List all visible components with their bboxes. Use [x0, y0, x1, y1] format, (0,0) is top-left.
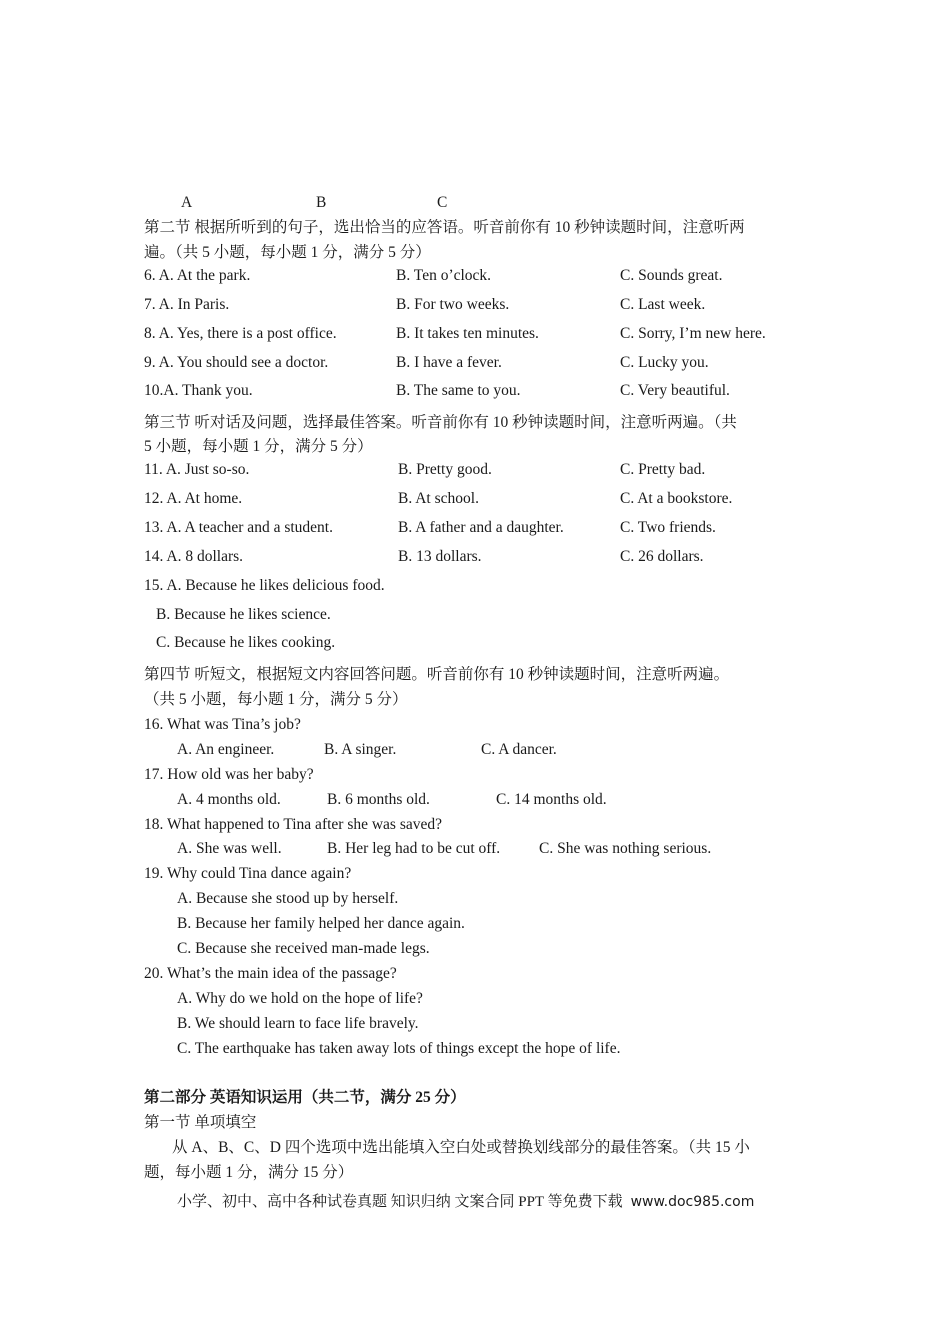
q9-option-c: C. Lucky you. [620, 354, 709, 371]
q13-option-a: 13. A. A teacher and a student. [144, 519, 333, 536]
q8-option-a: 8. A. Yes, there is a post office. [144, 325, 337, 342]
q16-option-b: B. A singer. [324, 741, 397, 758]
q15-option-b: B. Because he likes science. [156, 606, 331, 623]
q20-stem: 20. What’s the main idea of the passage? [144, 965, 397, 982]
section2-heading-line2: 遍。（共 5 小题，每小题 1 分，满分 5 分） [144, 244, 431, 261]
q19-option-a: A. Because she stood up by herself. [177, 890, 399, 907]
q18-option-a: A. She was well. [177, 840, 282, 857]
q17-option-a: A. 4 months old. [177, 791, 281, 808]
q19-option-b: B. Because her family helped her dance again. [177, 915, 465, 932]
q14-option-a: 14. A. 8 dollars. [144, 548, 244, 565]
q16-stem: 16. What was Tina’s job? [144, 716, 301, 733]
q14-option-b: B. 13 dollars. [398, 548, 482, 565]
q13-option-b: B. A father and a daughter. [398, 519, 564, 536]
footer-url: www.doc985.com [630, 1194, 755, 1210]
q11-option-c: C. Pretty bad. [620, 461, 706, 478]
q6-option-a: 6. A. At the park. [144, 267, 251, 284]
section3-heading-line2: 5 小题，每小题 1 分，满分 5 分） [144, 438, 373, 455]
q20-option-c: C. The earthquake has taken away lots of things except the hope of life. [177, 1040, 621, 1057]
q16-option-c: C. A dancer. [481, 741, 557, 758]
part2-instructions-line2: 题，每小题 1 分，满分 15 分） [144, 1164, 354, 1181]
q10-option-a: 10.A. Thank you. [144, 382, 253, 399]
q20-option-a: A. Why do we hold on the hope of life? [177, 990, 423, 1007]
q18-option-b: B. Her leg had to be cut off. [327, 840, 501, 857]
q18-stem: 18. What happened to Tina after she was saved? [144, 816, 443, 833]
section4-heading-line1: 第四节 听短文，根据短文内容回答问题。听音前你有 10 秒钟读题时间，注意听两遍。 [144, 666, 730, 683]
q11-option-b: B. Pretty good. [398, 461, 492, 478]
q14-option-c: C. 26 dollars. [620, 548, 704, 565]
q10-option-b: B. The same to you. [396, 382, 521, 399]
q17-option-b: B. 6 months old. [327, 791, 430, 808]
q11-option-a: 11. A. Just so-so. [144, 461, 250, 478]
q19-stem: 19. Why could Tina dance again? [144, 865, 352, 882]
q19-option-c: C. Because she received man-made legs. [177, 940, 430, 957]
q8-option-b: B. It takes ten minutes. [396, 325, 539, 342]
q13-option-c: C. Two friends. [620, 519, 716, 536]
q15-option-c: C. Because he likes cooking. [156, 634, 336, 651]
section3-heading-line1: 第三节 听对话及问题，选择最佳答案。听音前你有 10 秒钟读题时间，注意听两遍。（共 [144, 414, 737, 431]
picture-label-c: C [437, 194, 448, 211]
picture-label-b: B [316, 194, 327, 211]
part2-subsection-title: 第一节 单项填空 [144, 1114, 257, 1131]
page-footer [177, 1190, 754, 1211]
q12-option-a: 12. A. At home. [144, 490, 243, 507]
part2-instructions-line1: 从 A、B、C、D 四个选项中选出能填入空白处或替换划线部分的最佳答案。（共 15 小 [172, 1139, 750, 1156]
q17-stem: 17. How old was her baby? [144, 766, 314, 783]
q12-option-b: B. At school. [398, 490, 479, 507]
section4-heading-line2: （共 5 小题，每小题 1 分，满分 5 分） [144, 691, 408, 708]
q9-option-a: 9. A. You should see a doctor. [144, 354, 329, 371]
q16-option-a: A. An engineer. [177, 741, 275, 758]
q12-option-c: C. At a bookstore. [620, 490, 733, 507]
q9-option-b: B. I have a fever. [396, 354, 502, 371]
q8-option-c: C. Sorry, I’m new here. [620, 325, 766, 342]
q7-option-c: C. Last week. [620, 296, 706, 313]
q6-option-b: B. Ten o’clock. [396, 267, 492, 284]
q15-option-a: 15. A. Because he likes delicious food. [144, 577, 385, 594]
q7-option-a: 7. A. In Paris. [144, 296, 230, 313]
part2-title: 第二部分 英语知识运用（共二节，满分 25 分） [144, 1089, 466, 1106]
q17-option-c: C. 14 months old. [496, 791, 607, 808]
q6-option-c: C. Sounds great. [620, 267, 723, 284]
footer-text: 小学、初中、高中各种试卷真题 知识归纳 文案合同 PPT 等免费下载 [177, 1194, 623, 1210]
q18-option-c: C. She was nothing serious. [539, 840, 712, 857]
q20-option-b: B. We should learn to face life bravely. [177, 1015, 419, 1032]
q7-option-b: B. For two weeks. [396, 296, 510, 313]
picture-label-a: A [181, 194, 193, 211]
section2-heading-line1: 第二节 根据所听到的句子，选出恰当的应答语。听音前你有 10 秒钟读题时间，注意听两 [144, 219, 745, 236]
q10-option-c: C. Very beautiful. [620, 382, 730, 399]
